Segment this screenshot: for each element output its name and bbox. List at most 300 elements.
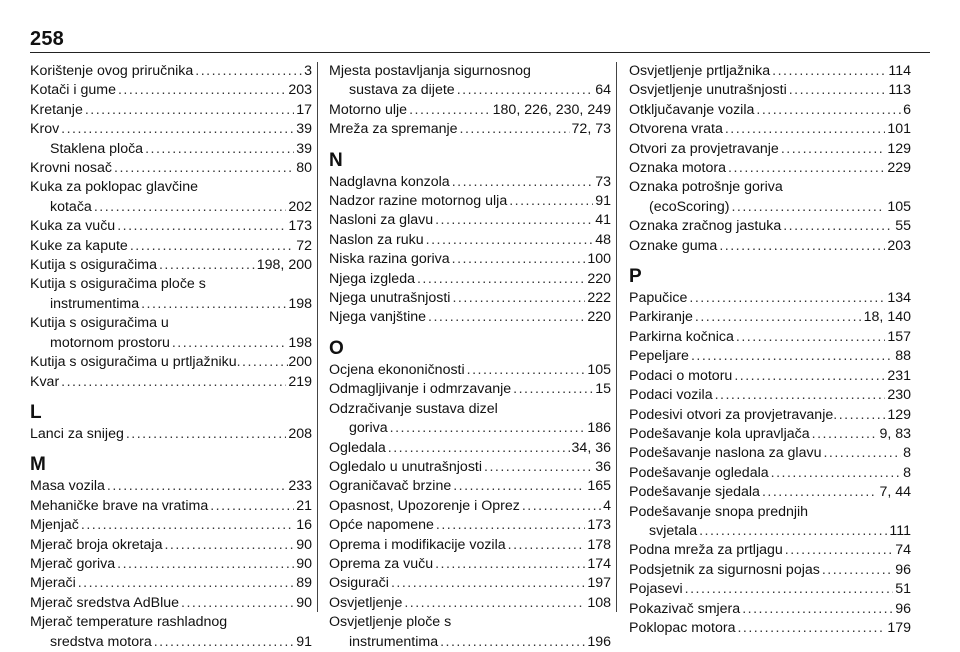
entry-term: Mjenjač xyxy=(30,517,79,534)
entry-term: Nasloni za glavu xyxy=(329,212,434,229)
entry-term: Mjerač broja okretaja xyxy=(30,536,163,553)
entry-term: instrumentima xyxy=(349,633,439,650)
entry-page-ref: 18, 140 xyxy=(863,309,911,326)
index-entry xyxy=(629,62,911,81)
index-entry xyxy=(629,308,911,327)
dot-leader xyxy=(484,458,593,477)
entry-page-ref: 220 xyxy=(587,270,611,287)
index-entry xyxy=(30,425,312,444)
entry-term: Nadglavna konzola xyxy=(329,173,450,190)
dot-leader xyxy=(409,101,491,120)
entry-page-ref: 229 xyxy=(887,160,911,177)
index-entry xyxy=(629,522,911,541)
entry-page-ref: 174 xyxy=(587,555,611,572)
index-entry xyxy=(30,159,312,178)
index-entry xyxy=(329,231,611,250)
entry-term: Korištenje ovog priručnika xyxy=(30,63,194,79)
index-entry xyxy=(30,217,312,236)
dot-leader xyxy=(762,483,878,502)
dot-leader xyxy=(195,62,302,81)
entry-term: Nadzor razine motornog ulja xyxy=(329,193,508,210)
entry-term: kotača xyxy=(50,198,92,215)
index-entry xyxy=(329,477,611,496)
entry-page-ref: 64 xyxy=(595,82,611,99)
entry-term: Motorno ulje xyxy=(329,101,408,118)
dot-leader xyxy=(734,367,885,386)
dot-leader xyxy=(181,594,294,613)
index-entry-heading: Mjesta postavljanja sigurnosnog xyxy=(329,63,531,79)
dot-leader xyxy=(823,444,901,463)
entry-page-ref: 114 xyxy=(888,63,911,79)
entry-term: Kretanje xyxy=(30,101,83,118)
entry-term: Opće napomene xyxy=(329,517,434,534)
entry-term: Otključavanje vozila xyxy=(629,101,755,118)
index-entry xyxy=(629,140,911,159)
entry-page-ref: 231 xyxy=(887,367,911,384)
index-entry xyxy=(30,140,312,159)
entry-page-ref: 105 xyxy=(587,361,611,378)
entry-term: Ogledalo u unutrašnjosti xyxy=(329,458,483,475)
dot-leader xyxy=(172,334,286,353)
entry-page-ref: 202 xyxy=(288,198,312,215)
entry-page-ref: 208 xyxy=(288,425,312,442)
entry-term: Podna mreža za prtljagu xyxy=(629,542,783,559)
dot-leader xyxy=(237,353,289,372)
index-entry xyxy=(329,516,611,535)
section-letter: L xyxy=(30,401,42,423)
index-column-3 xyxy=(629,62,911,636)
entry-term: Krov xyxy=(30,121,60,138)
entry-page-ref: 129 xyxy=(887,140,911,157)
entry-page-ref: 203 xyxy=(288,82,312,99)
entry-page-ref: 39 xyxy=(296,121,312,138)
entry-term: Oznake guma xyxy=(629,237,718,254)
index-entry xyxy=(329,497,611,516)
entry-page-ref: 157 xyxy=(887,328,911,345)
entry-term: Ograničavač brzine xyxy=(329,478,452,495)
entry-page-ref: 198, 200 xyxy=(256,257,312,274)
index-entry xyxy=(329,173,611,192)
index-entry xyxy=(629,217,911,236)
entry-page-ref: 196 xyxy=(587,633,611,650)
index-entry xyxy=(30,237,312,256)
index-entry xyxy=(30,555,312,574)
entry-term: Mehaničke brave na vratima xyxy=(30,497,209,514)
dot-leader xyxy=(783,217,893,236)
entry-page-ref: 91 xyxy=(595,193,611,210)
column-divider xyxy=(616,62,617,612)
index-entry xyxy=(629,464,911,483)
dot-leader xyxy=(695,308,862,327)
dot-leader xyxy=(509,192,593,211)
entry-page-ref: 186 xyxy=(587,420,611,437)
dot-leader xyxy=(785,541,893,560)
entry-page-ref: 72, 73 xyxy=(571,121,611,138)
entry-term: Otvorena vrata xyxy=(629,121,723,138)
dot-leader xyxy=(728,159,885,178)
entry-term: Parkirna kočnica xyxy=(629,328,734,345)
entry-term: instrumentima xyxy=(50,295,140,312)
index-entry xyxy=(629,159,911,178)
entry-term: Masa vozila xyxy=(30,478,105,495)
entry-term: Krovni nosač xyxy=(30,160,113,177)
index-entry xyxy=(30,594,312,613)
index-entry xyxy=(629,425,911,444)
dot-leader xyxy=(159,256,255,275)
entry-term: Njega unutrašnjosti xyxy=(329,290,451,307)
entry-page-ref: 15 xyxy=(595,381,611,398)
entry-page-ref: 219 xyxy=(288,373,312,390)
index-entry xyxy=(329,308,611,327)
entry-page-ref: 4 xyxy=(603,497,611,514)
dot-leader xyxy=(130,237,294,256)
index-entry-heading: Mjerač temperature rashladnog xyxy=(30,614,228,631)
entry-page-ref: 90 xyxy=(296,555,312,572)
entry-term: Staklena ploča xyxy=(50,140,144,157)
dot-leader xyxy=(453,477,585,496)
dot-leader xyxy=(114,159,294,178)
entry-page-ref: 9, 83 xyxy=(879,425,911,442)
index-entry xyxy=(629,483,911,502)
entry-page-ref: 74 xyxy=(895,542,911,559)
index-entry xyxy=(629,406,911,425)
index-entry xyxy=(629,237,911,256)
entry-term: Podsjetnik za sigurnosni pojas xyxy=(629,561,820,578)
dot-leader xyxy=(154,633,295,652)
dot-leader xyxy=(781,140,886,159)
dot-leader xyxy=(822,561,893,580)
entry-page-ref: 8 xyxy=(903,445,911,462)
index-column-1 xyxy=(30,62,312,650)
index-entry xyxy=(30,101,312,120)
entry-term: Mjerači xyxy=(30,575,76,592)
dot-leader xyxy=(457,81,594,100)
dot-leader xyxy=(452,289,585,308)
index-entry-heading: Kutija s osiguračima ploče s xyxy=(30,276,206,293)
index-entry xyxy=(329,289,611,308)
entry-term: Njega vanjštine xyxy=(329,309,427,326)
index-entry xyxy=(30,373,312,392)
index-entry xyxy=(629,541,911,560)
entry-term: Osvjetljenje xyxy=(329,594,403,611)
dot-leader xyxy=(388,439,570,458)
dot-leader xyxy=(435,555,585,574)
entry-term: Otvori za provjetravanje xyxy=(629,140,779,157)
index-entry-heading: Kutija s osiguračima u xyxy=(30,315,169,332)
index-entry xyxy=(329,555,611,574)
entry-term: Podešavanje naslona za glavu xyxy=(629,445,822,462)
entry-page-ref: 220 xyxy=(587,309,611,326)
entry-page-ref: 197 xyxy=(587,575,611,592)
dot-leader xyxy=(756,101,901,120)
dot-leader xyxy=(164,536,294,555)
entry-page-ref: 96 xyxy=(895,600,911,617)
entry-term: Mjerač goriva xyxy=(30,555,116,572)
entry-term: Podesivi otvori za provjetravanje xyxy=(629,406,834,423)
entry-page-ref: 8 xyxy=(903,464,911,481)
index-column-2 xyxy=(329,62,611,650)
entry-term: Pepeljare xyxy=(629,348,689,365)
dot-leader xyxy=(391,574,585,593)
entry-page-ref: 222 xyxy=(587,290,611,307)
entry-page-ref: 108 xyxy=(587,594,611,611)
entry-term: Parkiranje xyxy=(629,309,693,326)
index-entry xyxy=(30,256,312,275)
entry-term: sustava za dijete xyxy=(349,82,455,99)
index-entry xyxy=(629,580,911,599)
column-divider xyxy=(317,62,318,612)
index-entry xyxy=(30,477,312,496)
index-entry-heading: Kuka za poklopac glavčine xyxy=(30,179,198,196)
index-entry xyxy=(30,516,312,535)
index-entry xyxy=(30,295,312,314)
index-entry xyxy=(629,347,911,366)
index-columns xyxy=(30,62,930,650)
entry-term: Ocjena ekononičnosti xyxy=(329,361,465,378)
dot-leader xyxy=(731,198,885,217)
entry-page-ref: 17 xyxy=(296,101,312,118)
entry-term: Mjerač sredstva AdBlue xyxy=(30,594,180,611)
entry-term: Oznaka zračnog jastuka xyxy=(629,218,782,235)
dot-leader xyxy=(118,81,286,100)
entry-term: Papučice xyxy=(629,290,688,307)
dot-leader xyxy=(452,250,586,269)
dot-leader xyxy=(771,464,901,483)
entry-term: (ecoScoring) xyxy=(649,198,730,215)
entry-page-ref: 100 xyxy=(587,251,611,268)
dot-leader xyxy=(689,289,885,308)
dot-leader xyxy=(736,328,885,347)
dot-leader xyxy=(426,231,594,250)
entry-page-ref: 73 xyxy=(595,173,611,190)
index-entry xyxy=(329,439,611,458)
dot-leader xyxy=(117,555,294,574)
entry-page-ref: 90 xyxy=(296,594,312,611)
dot-leader xyxy=(452,173,594,192)
entry-page-ref: 134 xyxy=(887,290,911,307)
entry-term: Oznaka motora xyxy=(629,160,726,177)
index-entry xyxy=(329,419,611,438)
index-entry xyxy=(30,81,312,100)
entry-term: Podaci vozila xyxy=(629,387,713,404)
entry-page-ref: 200 xyxy=(288,354,312,371)
entry-term: goriva xyxy=(349,420,388,437)
entry-page-ref: 89 xyxy=(296,575,312,592)
entry-page-ref: 6 xyxy=(903,101,911,118)
dot-leader xyxy=(691,347,893,366)
dot-leader xyxy=(508,536,586,555)
entry-term: Kutija s osiguračima u prtljažniku xyxy=(30,354,237,371)
entry-term: Lanci za snijeg xyxy=(30,425,124,442)
dot-leader xyxy=(812,425,878,444)
index-entry xyxy=(329,536,611,555)
index-entry xyxy=(30,198,312,217)
index-entry xyxy=(329,120,611,139)
index-entry-heading: Oznaka potrošnje goriva xyxy=(629,179,783,196)
index-entry xyxy=(30,120,312,139)
dot-leader xyxy=(436,516,585,535)
entry-page-ref: 3 xyxy=(304,63,312,79)
section-letter: O xyxy=(329,337,344,359)
entry-page-ref: 173 xyxy=(288,218,312,235)
dot-leader xyxy=(435,211,593,230)
entry-term: Kutija s osiguračima xyxy=(30,257,157,274)
dot-leader xyxy=(107,477,286,496)
index-entry-heading: Podešavanje snopa prednjih xyxy=(629,503,809,520)
index-entry xyxy=(629,619,911,638)
entry-page-ref: 129 xyxy=(887,406,911,423)
page-number: 258 xyxy=(30,28,64,50)
index-entry xyxy=(30,633,312,652)
section-letter: N xyxy=(329,149,343,171)
entry-term: svjetala xyxy=(649,522,698,539)
index-entry xyxy=(629,101,911,120)
index-entry xyxy=(329,361,611,380)
entry-term: Kuka za vuču xyxy=(30,218,116,235)
index-entry xyxy=(629,367,911,386)
entry-page-ref: 179 xyxy=(887,619,911,636)
entry-term: Njega izgleda xyxy=(329,270,415,287)
index-entry xyxy=(329,574,611,593)
dot-leader xyxy=(513,380,593,399)
entry-term: Oprema i modifikacije vozila xyxy=(329,536,506,553)
entry-page-ref: 90 xyxy=(296,536,312,553)
entry-page-ref: 7, 44 xyxy=(879,484,911,501)
dot-leader xyxy=(467,361,586,380)
dot-leader xyxy=(699,522,887,541)
index-entry xyxy=(329,380,611,399)
entry-page-ref: 233 xyxy=(288,478,312,495)
dot-leader xyxy=(404,594,585,613)
dot-leader xyxy=(685,580,894,599)
entry-term: Kotači i gume xyxy=(30,82,116,99)
index-entry xyxy=(329,633,611,652)
entry-page-ref: 80 xyxy=(296,160,312,177)
dot-leader xyxy=(210,497,294,516)
entry-page-ref: 165 xyxy=(587,478,611,495)
entry-term: Podaci o motoru xyxy=(629,367,733,384)
dot-leader xyxy=(742,600,893,619)
dot-leader xyxy=(725,120,885,139)
index-entry xyxy=(329,192,611,211)
entry-term: Ogledala xyxy=(329,439,386,456)
index-entry xyxy=(329,211,611,230)
entry-page-ref: 88 xyxy=(895,348,911,365)
entry-term: Naslon za ruku xyxy=(329,231,424,248)
entry-term: Niska razina goriva xyxy=(329,251,450,268)
entry-page-ref: 111 xyxy=(889,522,911,539)
dot-leader xyxy=(85,101,294,120)
index-entry xyxy=(629,561,911,580)
dot-leader xyxy=(390,419,586,438)
entry-term: Oprema za vuču xyxy=(329,555,434,572)
entry-page-ref: 203 xyxy=(887,237,911,254)
dot-leader xyxy=(428,308,585,327)
index-entry xyxy=(329,101,611,120)
dot-leader xyxy=(522,497,601,516)
entry-page-ref: 198 xyxy=(288,295,312,312)
dot-leader xyxy=(417,270,585,289)
entry-page-ref: 51 xyxy=(895,581,911,598)
index-entry xyxy=(30,574,312,593)
entry-page-ref: 198 xyxy=(288,334,312,351)
index-entry xyxy=(629,386,911,405)
entry-term: motornom prostoru xyxy=(50,334,170,351)
index-entry xyxy=(329,270,611,289)
entry-page-ref: 41 xyxy=(595,212,611,229)
dot-leader xyxy=(81,516,294,535)
entry-page-ref: 39 xyxy=(296,140,312,157)
index-entry xyxy=(629,600,911,619)
entry-page-ref: 91 xyxy=(296,633,312,650)
dot-leader xyxy=(440,633,585,652)
dot-leader xyxy=(772,62,886,81)
index-entry xyxy=(30,334,312,353)
entry-term: Kuke za kapute xyxy=(30,237,128,254)
dot-leader xyxy=(78,574,294,593)
dot-leader xyxy=(719,237,885,256)
entry-page-ref: 55 xyxy=(895,218,911,235)
entry-term: Osvjetljenje prtljažnika xyxy=(629,63,771,79)
header-rule xyxy=(30,52,930,53)
index-entry-heading: Odzračivanje sustava dizel xyxy=(329,400,498,417)
entry-term: Odmagljivanje i odmrzavanje xyxy=(329,381,512,398)
dot-leader xyxy=(460,120,570,139)
entry-page-ref: 113 xyxy=(888,82,911,99)
index-entry-heading: Osvjetljenje ploče s xyxy=(329,614,452,631)
index-entry xyxy=(329,458,611,477)
entry-page-ref: 72 xyxy=(296,237,312,254)
index-entry xyxy=(30,497,312,516)
entry-term: Pokazivač smjera xyxy=(629,600,741,617)
entry-term: Podešavanje sjedala xyxy=(629,484,760,501)
dot-leader xyxy=(117,217,286,236)
index-entry xyxy=(329,81,611,100)
dot-leader xyxy=(145,140,294,159)
entry-page-ref: 36 xyxy=(595,458,611,475)
entry-page-ref: 230 xyxy=(887,387,911,404)
index-entry xyxy=(629,120,911,139)
section-letter: M xyxy=(30,454,46,476)
index-entry xyxy=(30,62,312,81)
entry-term: sredstva motora xyxy=(50,633,152,650)
entry-page-ref: 48 xyxy=(595,231,611,248)
entry-term: Podešavanje ogledala xyxy=(629,464,769,481)
index-entry xyxy=(629,328,911,347)
entry-page-ref: 21 xyxy=(296,497,312,514)
entry-term: Podešavanje kola upravljača xyxy=(629,425,810,442)
entry-term: Kvar xyxy=(30,373,60,390)
entry-term: Pojasevi xyxy=(629,581,683,598)
section-letter: P xyxy=(629,266,642,288)
dot-leader xyxy=(126,425,286,444)
entry-page-ref: 96 xyxy=(895,561,911,578)
entry-term: Opasnost, Upozorenje i Oprez xyxy=(329,497,520,514)
entry-page-ref: 101 xyxy=(887,121,911,138)
dot-leader xyxy=(737,619,885,638)
dot-leader xyxy=(789,81,887,100)
index-entry xyxy=(629,198,911,217)
dot-leader xyxy=(715,386,886,405)
index-entry xyxy=(329,594,611,613)
entry-term: Osigurači xyxy=(329,575,389,592)
index-entry xyxy=(329,250,611,269)
entry-page-ref: 180, 226, 230, 249 xyxy=(492,101,611,118)
entry-page-ref: 173 xyxy=(587,517,611,534)
dot-leader xyxy=(61,120,294,139)
index-entry xyxy=(629,81,911,100)
index-entry xyxy=(629,444,911,463)
